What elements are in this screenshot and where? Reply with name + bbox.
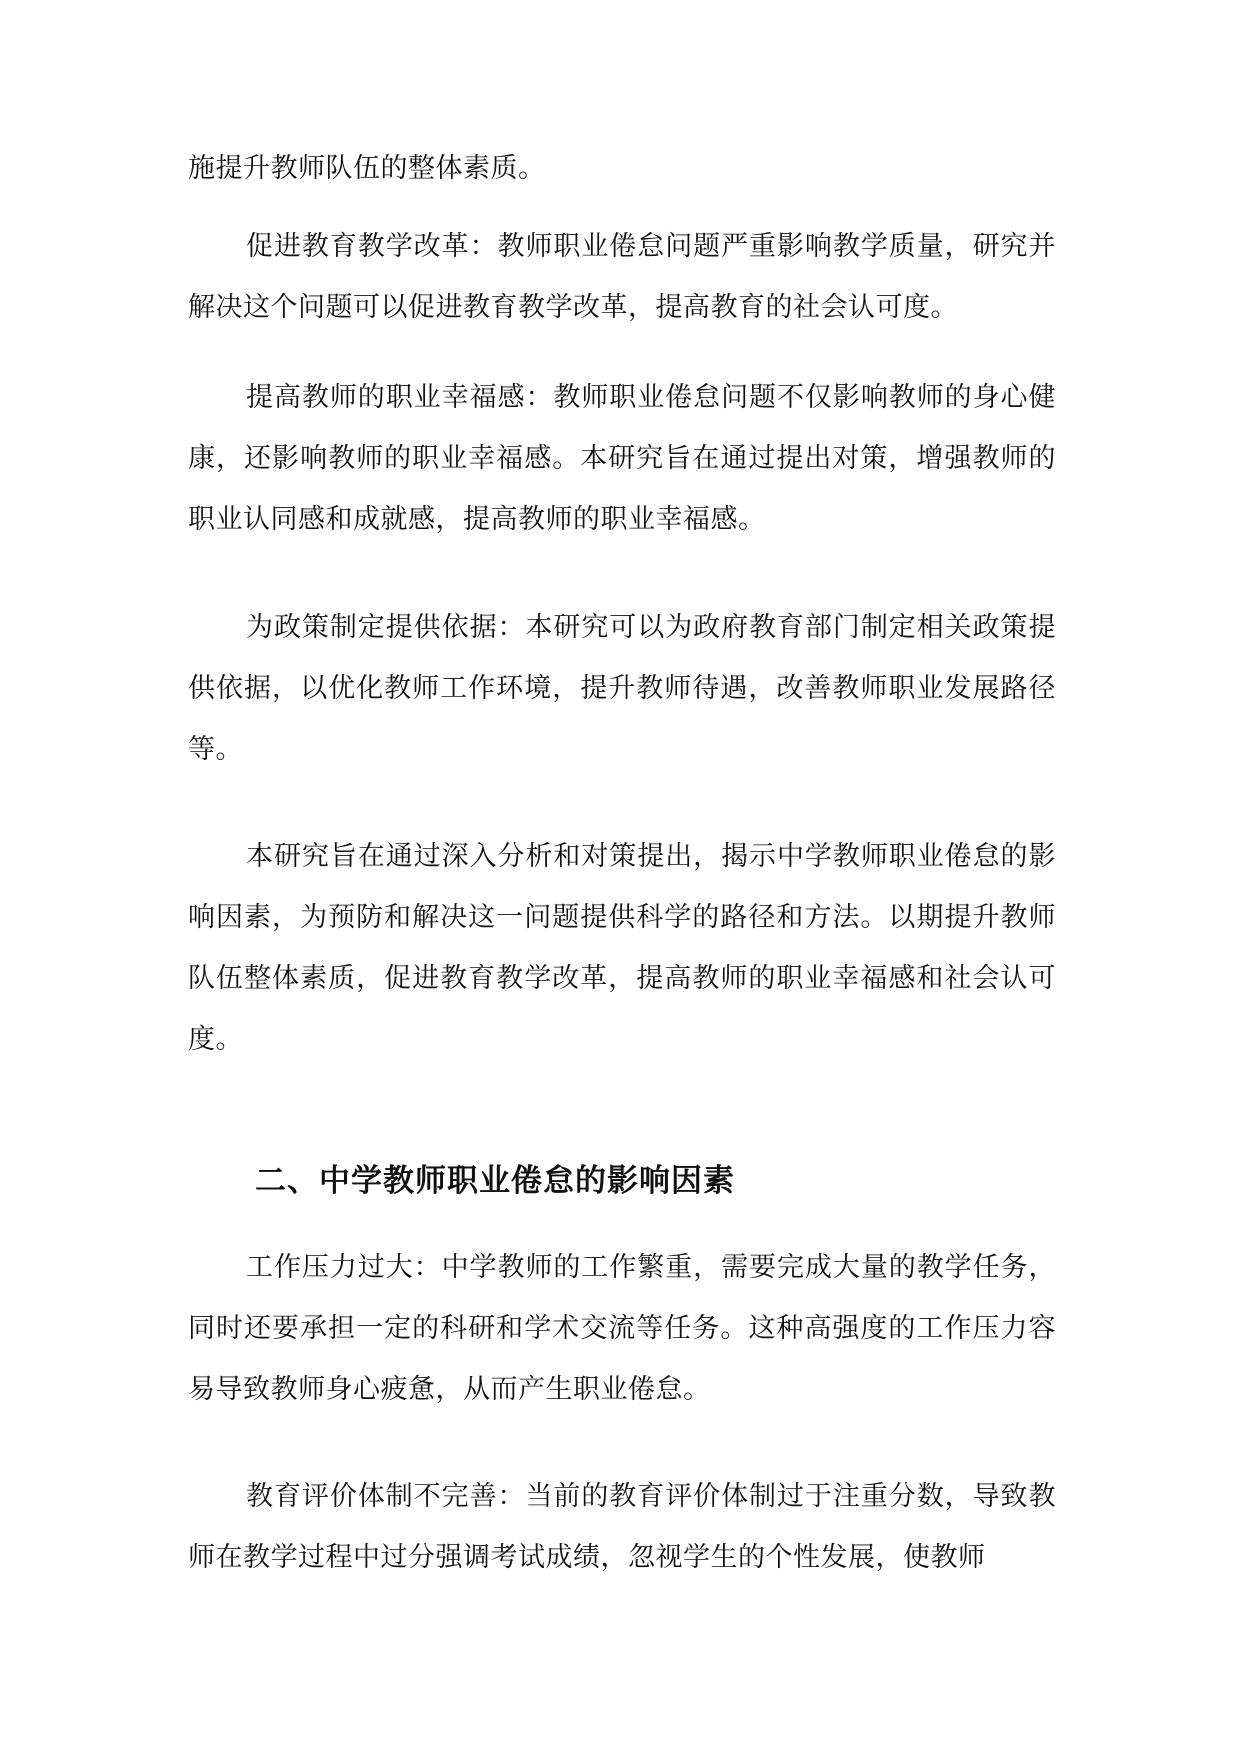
paragraph-policy-basis: 为政策制定提供依据：本研究可以为政府教育部门制定相关政策提供依据，以优化教师工作环境，提升教师待遇，改善教师职业发展路径等。 [188,612,1056,765]
section-heading: 二、中学教师职业倦怠的影响因素 [255,1163,735,1199]
paragraph-research-aim: 本研究旨在通过深入分析和对策提出，揭示中学教师职业倦怠的影响因素，为预防和解决这一问题提供科学的路径和方法。以期提升教师队伍整体素质，促进教育教学改革，提高教师的职业幸福感和社会认可度。 [188,841,1056,1055]
paragraph-evaluation-system: 教育评价体制不完善：当前的教育评价体制过于注重分数，导致教师在教学过程中过分强调考试成绩，忽视学生的个性发展，使教师 [188,1481,1056,1573]
paragraph-continuation: 施提升教师队伍的整体素质。 [188,153,546,184]
paragraph-work-pressure: 工作压力过大：中学教师的工作繁重，需要完成大量的教学任务，同时还要承担一定的科研和学术交流等任务。这种高强度的工作压力容易导致教师身心疲惫，从而产生职业倦怠。 [188,1252,1056,1405]
paragraph-career-happiness: 提高教师的职业幸福感：教师职业倦怠问题不仅影响教师的身心健康，还影响教师的职业幸福感。本研究旨在通过提出对策，增强教师的职业认同感和成就感，提高教师的职业幸福感。 [188,382,1056,535]
paragraph-promote-reform: 促进教育教学改革：教师职业倦怠问题严重影响教学质量，研究并解决这个问题可以促进教育教学改革，提高教育的社会认可度。 [188,231,1056,323]
